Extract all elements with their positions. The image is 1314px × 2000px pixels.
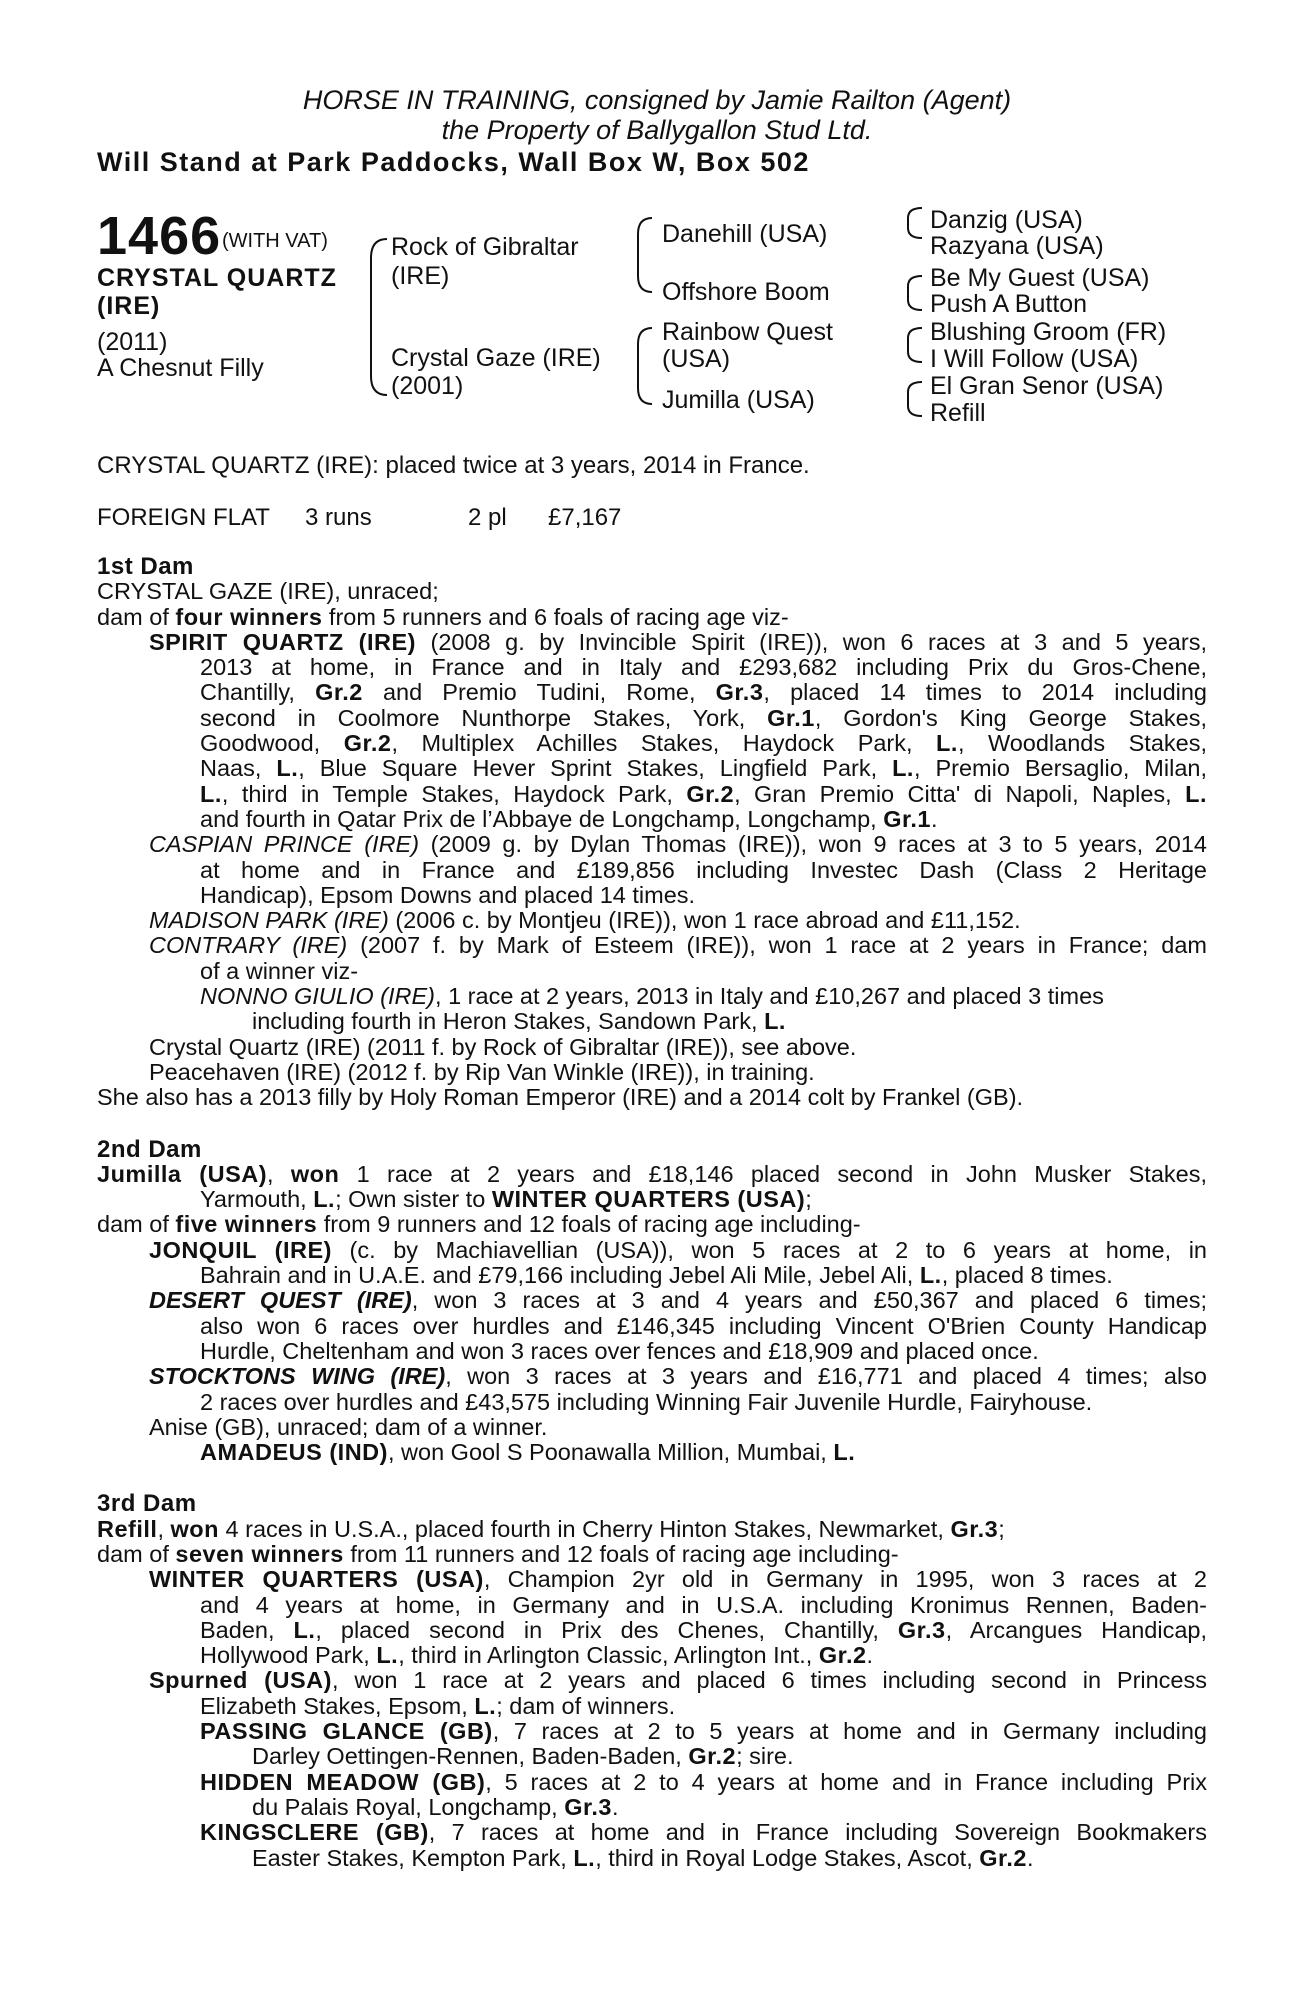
progeny-stocktons-wing: STOCKTONS WING (IRE), won 3 races at 3 years and £16,771 and placed 4 times; also [149, 1363, 1207, 1390]
vat-note: (WITH VAT) [222, 230, 328, 252]
progeny-hidden-meadow: HIDDEN MEADOW (GB), 5 races at 2 to 4 years at home and in France including Prix [200, 1768, 1207, 1795]
progeny-caspian-prince: CASPIAN PRINCE (IRE) (2009 g. by Dylan Thomas (IRE)), won 9 races at 3 to 5 years, 2014 [149, 831, 1208, 858]
dam-sections: 1st Dam CRYSTAL GAZE (IRE), unraced; dam of four winners from 5 runners and 6 foals of racing age viz- SPIRIT QUARTZ (IRE) (2008 g. by Invincible Spirit (IRE)), won 6 races at 3 and 5 years, 2013 at home, in France and in Italy and £293,682 including Prix du Gros-Chene, Chantilly, Gr.2 and Premio Tudini, Rome, Gr.3, placed 14 times to 2014 including second in Coolmore Nunthorpe Stakes, York, Gr.1, Gordon's King George Stakes, Goodwood, Gr.2, Multiplex Achilles Stakes, Haydock Park, L., Woodlands Stakes, Naas, L., Blue Square Hever Sprint Stakes, Lingfield Park, L., Premio Bersaglio, Milan, L., third in Temple Stakes, Haydock Park, Gr.2, Gran Premio Citta' di Napoli, Naples, L. and fourth in Qatar Prix de l’Abbaye de Longchamp, Longchamp, Gr.1. CASPIAN PRINCE (IRE) (2009 g. by Dylan Thomas (IRE)), won 9 races at 3 to 5 years, 2014 at home and in France and £189,856 including Investec Dash (Class 2 Heritage Handicap), Epsom Downs and placed 14 times. MADISON PARK (IRE) (2006 c. by Montjeu (IRE)), won 1 race abroad and £11,152. CONTRARY (IRE) (2007 f. by Mark of Esteem (IRE)), won 1 race at 2 years in France; dam of a winner viz- NONNO GIULIO (IRE), 1 race at 2 years, 2013 in Italy and £10,267 and placed 3 times including fourth in Heron Stakes, Sandown Park, L. Crystal Quartz (IRE) (2011 f. by Rock of Gibraltar (IRE)), see above. Peacehaven (IRE) (2012 f. by Rip Van Winkle (IRE)), in training. She also has a 2013 filly by Holy Roman Emperor (IRE) and a 2014 colt by Frankel (GB). 2nd Dam Jumilla (USA), won 1 race at 2 years and £18,146 placed second in John Musker Stakes, Yarmouth, L.; Own sister to WINTER QUARTERS (USA); dam of five winners from 9 runners and 12 foals of racing age including- JONQUIL (IRE) (c. by Machiavellian (USA)), won 5 races at 2 to 6 years at home, in Bahrain and in U.A.E. and £79,166 including Jebel Ali Mile, Jebel Ali, L., placed 8 times. DESERT QUEST (IRE), won 3 races at 3 and 4 years and £50,367 and placed 6 times; also won 6 races over hurdles and £146,345 including Vincent O'Brien County Handicap Hurdle, Cheltenham and won 3 races over fences and £18,909 and placed once. STOCKTONS WING (IRE), won 3 races at 3 years and £16,771 and placed 4 times; also 2 races over hurdles and £43,575 including Winning Fair Juvenile Hurdle, Fairyhouse. Anise (GB), unraced; dam of a winner. AMADEUS (IND), won Gool S Poonawalla Million, Mumbai, L. 3rd Dam Refill, won 4 races in U.S.A., placed fourth in Cherry Hinton Stakes, Newmarket, Gr.3; dam of seven winners from 11 runners and 12 foals of racing age including- WINTER QUARTERS (USA), Champion 2yr old in Germany in 1995, won 3 races at 2 and 4 years at home, in Germany and in U.S.A. including Kronimus Rennen, Baden- Baden, L., placed second in Prix des Chenes, Chantilly, Gr.3, Arcangues Handicap, Hollywood Park, L., third in Arlington Classic, Arlington Int., Gr.2. Spurned (USA), won 1 race at 2 years and placed 6 times including second in Princess Elizabeth Stakes, Epsom, L.; dam of winners. PASSING GLANCE (GB), 7 races at 2 to 5 years at home and in Germany including Darley Oettingen-Rennen, Baden-Baden, Gr.2; sire. HIDDEN MEADOW (GB), 5 races at 2 to 4 years at home and in France including Prix du Palais Royal, Longchamp, Gr.3. KINGSCLERE (GB), 7 races at home and in France including Sovereign Bookmakers Easter Stakes, Kempton Park, L., third in Royal Lodge Stakes, Ascot, Gr.2. [97, 553, 1208, 1871]
stable-location: Will Stand at Park Paddocks, Wall Box W, Box 502 [97, 147, 810, 177]
ggs-8: Refill [930, 399, 986, 427]
record-runs: 3 runs [305, 504, 372, 531]
horse-description: A Chesnut Filly [97, 354, 264, 382]
consignor-line: HORSE IN TRAINING, consigned by Jamie Railton (Agent) [302, 85, 1012, 115]
foaling-year: (2011) [97, 328, 168, 356]
third-dam-heading: 3rd Dam [97, 1490, 197, 1518]
ggs-7: El Gran Senor (USA) [930, 372, 1164, 400]
sire: Rock of Gibraltar [391, 233, 579, 261]
progeny-amadeus: AMADEUS (IND), won Gool S Poonawalla Million, Mumbai, L. [200, 1439, 856, 1466]
dam: Crystal Gaze (IRE) [391, 344, 601, 372]
ggs-4: Push A Button [930, 290, 1088, 318]
ggs-6: I Will Follow (USA) [930, 345, 1139, 373]
race-summary: CRYSTAL QUARTZ (IRE): placed twice at 3 years, 2014 in France. [97, 452, 810, 479]
progeny-young-stock: She also has a 2013 filly by Holy Roman Emperor (IRE) and a 2014 colt by Frankel (GB). [97, 1084, 1024, 1111]
sire-dam: Offshore Boom [662, 278, 830, 306]
ggs-2: Razyana (USA) [930, 232, 1104, 260]
horse-name: CRYSTAL QUARTZ [97, 264, 337, 292]
record-placed: 2 pl [468, 504, 507, 531]
first-dam-produce: dam of four winners from 5 runners and 6 foals of racing age viz- [97, 603, 789, 630]
progeny-jonquil: JONQUIL (IRE) (c. by Machiavellian (USA)), won 5 races at 2 to 6 years at home, in [149, 1236, 1207, 1263]
dam-sire: Rainbow Quest [662, 318, 833, 346]
progeny-spurned: Spurned (USA), won 1 race at 2 years and placed 6 times including second in Princess [149, 1667, 1208, 1694]
progeny-kingsclere: KINGSCLERE (GB), 7 races at home and in France including Sovereign Bookmakers [200, 1819, 1208, 1846]
progeny-passing-glance: PASSING GLANCE (GB), 7 races at 2 to 5 years at home and in Germany including [200, 1718, 1207, 1745]
progeny-winter-quarters: WINTER QUARTERS (USA), Champion 2yr old in Germany in 1995, won 3 races at 2 [149, 1566, 1207, 1593]
progeny-peacehaven: Peacehaven (IRE) (2012 f. by Rip Van Winkle (IRE)), in training. [149, 1058, 815, 1085]
dam-dam: Jumilla (USA) [662, 386, 815, 414]
horse-name-suffix: (IRE) [97, 292, 161, 320]
dam-year: (2001) [391, 372, 464, 400]
first-dam-line: CRYSTAL GAZE (IRE), unraced; [97, 578, 439, 605]
progeny-spirit-quartz: SPIRIT QUARTZ (IRE) (2008 g. by Invincible Spirit (IRE)), won 6 races at 3 and 5 years, [149, 628, 1207, 655]
sire-sire: Danehill (USA) [662, 220, 828, 248]
progeny-anise: Anise (GB), unraced; dam of a winner. [149, 1413, 548, 1440]
progeny-madison-park: MADISON PARK (IRE) (2006 c. by Montjeu (IRE)), won 1 race abroad and £11,152. [149, 907, 1021, 934]
record-label: FOREIGN FLAT [97, 504, 270, 531]
record-earnings: £7,167 [548, 504, 622, 531]
sire-origin: (IRE) [391, 262, 450, 290]
dam-sire-origin: (USA) [662, 345, 731, 373]
ggs-5: Blushing Groom (FR) [930, 318, 1167, 346]
second-dam-heading: 2nd Dam [97, 1135, 202, 1163]
ggs-1: Danzig (USA) [930, 206, 1083, 234]
progeny-crystal-quartz: Crystal Quartz (IRE) (2011 f. by Rock of Gibraltar (IRE)), see above. [149, 1033, 857, 1060]
progeny-desert-quest: DESERT QUEST (IRE), won 3 races at 3 and 4 years and £50,367 and placed 6 times; [149, 1287, 1208, 1314]
progeny-contrary: CONTRARY (IRE) (2007 f. by Mark of Esteem (IRE)), won 1 race at 2 years in France; dam [149, 932, 1207, 959]
lot-number: 1466 [97, 206, 222, 266]
first-dam-heading: 1st Dam [97, 553, 194, 580]
third-dam-line: Refill, won 4 races in U.S.A., placed fourth in Cherry Hinton Stakes, Newmarket, Gr.3; [97, 1515, 1005, 1542]
progeny-nonno-giulio: NONNO GIULIO (IRE), 1 race at 2 years, 2013 in Italy and £10,267 and placed 3 times [200, 983, 1104, 1010]
second-dam-line: Jumilla (USA), won 1 race at 2 years and £18,146 placed second in John Musker Stakes, [97, 1160, 1207, 1187]
ggs-3: Be My Guest (USA) [930, 264, 1150, 292]
property-line: the Property of Ballygallon Stud Ltd. [441, 115, 873, 145]
